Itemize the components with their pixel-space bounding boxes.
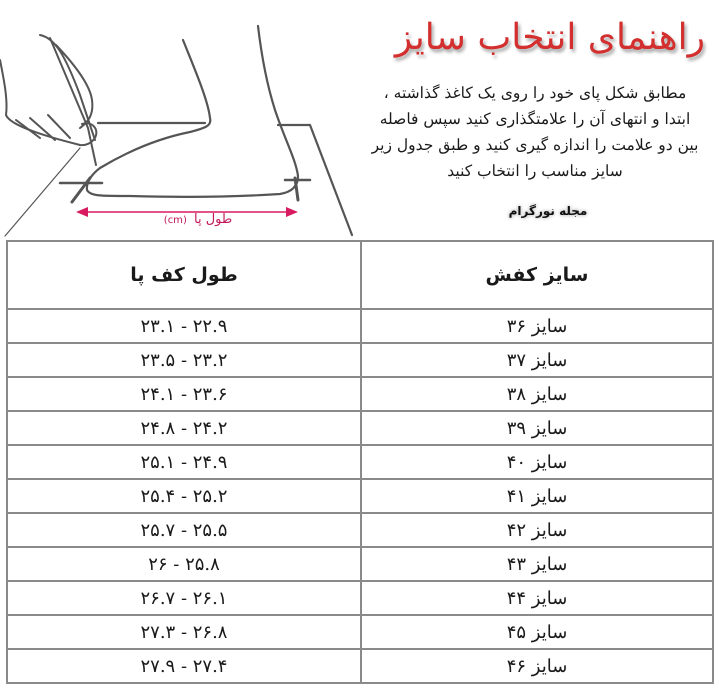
shoe-size-cell: سایز ۴۰ — [361, 445, 713, 479]
table-row — [7, 377, 713, 411]
shoe-size-cell: سایز ۴۲ — [361, 513, 713, 547]
foot-length-cell: ۲۴.۹ - ۲۵.۱ — [7, 445, 361, 479]
table-row — [7, 343, 713, 377]
foot-length-cell: ۲۴.۲ - ۲۴.۸ — [7, 411, 361, 445]
shoe-size-cell: سایز ۳۸ — [361, 377, 713, 411]
table-row — [7, 615, 713, 649]
instruction-line: مطابق شکل پای خود را روی یک کاغذ گذاشته ، — [383, 84, 687, 102]
table-row — [7, 547, 713, 581]
table-row — [7, 479, 713, 513]
header-shoe-size: سایز کفش — [361, 241, 713, 309]
header-foot-length: طول کف پا — [7, 241, 361, 309]
foot-length-cell: ۲۵.۵ - ۲۵.۷ — [7, 513, 361, 547]
foot-length-cell: ۲۵.۸ - ۲۶ — [7, 547, 361, 581]
foot-length-cell: ۲۳.۲ - ۲۳.۵ — [7, 343, 361, 377]
foot-measurement-illustration — [0, 0, 360, 240]
table-row — [7, 513, 713, 547]
table-header-row — [7, 241, 713, 309]
foot-length-text: طول پا — [193, 212, 233, 227]
table-row — [7, 581, 713, 615]
table-row — [7, 445, 713, 479]
table-row — [7, 309, 713, 343]
shoe-size-cell: سایز ۳۷ — [361, 343, 713, 377]
foot-length-cell: ۲۶.۱ - ۲۶.۷ — [7, 581, 361, 615]
brand-label: مجله نورگرام — [508, 204, 588, 218]
shoe-size-cell: سایز ۳۶ — [361, 309, 713, 343]
size-chart-table — [6, 240, 714, 684]
table-row — [7, 411, 713, 445]
page-title: راهنمای انتخاب سایز — [394, 17, 705, 58]
shoe-size-cell: سایز ۴۳ — [361, 547, 713, 581]
instruction-line: سایز مناسب را انتخاب کنید — [447, 162, 623, 180]
foot-length-cell: ۲۵.۲ - ۲۵.۴ — [7, 479, 361, 513]
foot-drawing-icon — [0, 0, 360, 240]
shoe-size-cell: سایز ۴۴ — [361, 581, 713, 615]
shoe-size-cell: سایز ۴۶ — [361, 649, 713, 683]
foot-length-cell: ۲۳.۶ - ۲۴.۱ — [7, 377, 361, 411]
foot-length-label — [148, 212, 248, 227]
instruction-line: ابتدا و انتهای آن را علامتگذاری کنید سپس فاصله — [379, 110, 691, 128]
shoe-size-cell: سایز ۴۱ — [361, 479, 713, 513]
unit-label: (cm) — [163, 215, 187, 226]
foot-length-cell: ۲۶.۸ - ۲۷.۳ — [7, 615, 361, 649]
instructions — [358, 80, 712, 184]
shoe-size-cell: سایز ۳۹ — [361, 411, 713, 445]
table-row — [7, 649, 713, 683]
foot-length-cell: ۲۲.۹ - ۲۳.۱ — [7, 309, 361, 343]
shoe-size-cell: سایز ۴۵ — [361, 615, 713, 649]
foot-length-cell: ۲۷.۴ - ۲۷.۹ — [7, 649, 361, 683]
instruction-line: بین دو علامت را اندازه گیری کنید و طبق جدول زیر — [371, 136, 699, 154]
